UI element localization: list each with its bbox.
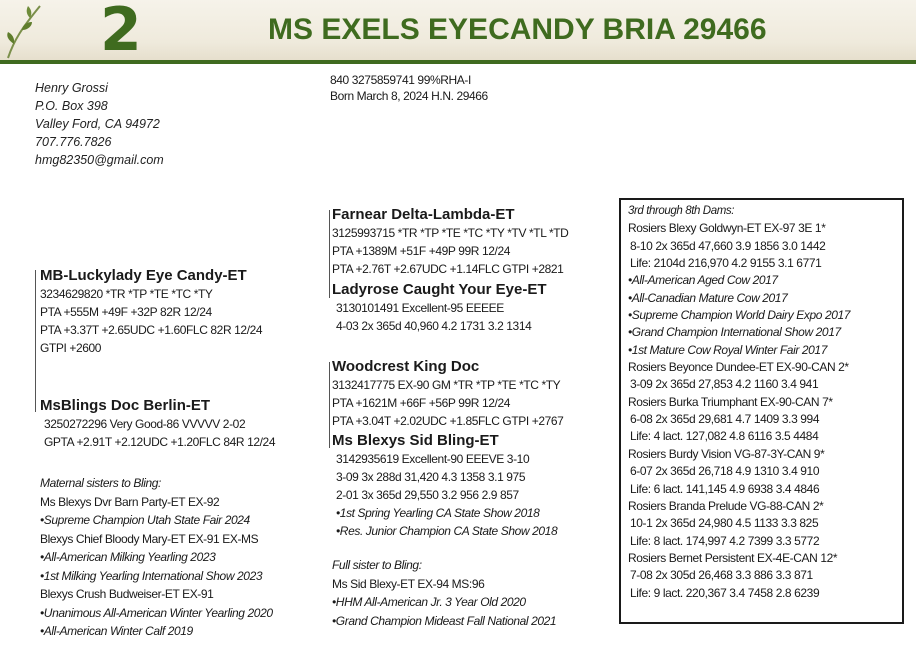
- list-item: Blexys Chief Bloody Mary-ET EX-91 EX-MS: [40, 531, 259, 546]
- list-item: Life: 2104d 216,970 4.2 9155 3.1 6771: [630, 256, 822, 271]
- list-item: Ms Blexys Dvr Barn Party-ET EX-92: [40, 494, 220, 509]
- list-item: Rosiers Branda Prelude VG-88-CAN 2*: [628, 498, 824, 513]
- sire-name: MB-Luckylady Eye Candy-ET: [40, 267, 247, 284]
- dam-of-dam-line: •1st Spring Yearling CA State Show 2018: [336, 506, 540, 520]
- list-item: 7-08 2x 305d 26,468 3.3 886 3.3 871: [630, 568, 813, 583]
- list-item: 8-10 2x 365d 47,660 3.9 1856 3.0 1442: [630, 238, 826, 253]
- dam-of-sire-line: 4-03 2x 365d 40,960 4.2 1731 3.2 1314: [336, 319, 532, 333]
- dam-of-sire-block: [332, 281, 547, 335]
- dam-of-dam-block: [332, 432, 557, 540]
- maternal-sisters-heading: Maternal sisters to Bling:: [40, 476, 161, 490]
- list-item: Rosiers Burka Triumphant EX-90-CAN 7*: [628, 394, 833, 409]
- list-item: Life: 8 lact. 174,997 4.2 7399 3.3 5772: [630, 533, 820, 548]
- dam-line: GPTA +2.91T +2.12UDC +1.20FLC 84R 12/24: [44, 435, 276, 449]
- list-item: •All-American Winter Calf 2019: [40, 624, 193, 638]
- birth-date: Born March 8, 2024 H.N. 29466: [330, 89, 488, 104]
- sire-line: PTA +555M +49F +32P 82R 12/24: [40, 305, 212, 319]
- owner-po-box: P.O. Box 398: [35, 99, 108, 113]
- list-item: Life: 4 lact. 127,082 4.8 6116 3.5 4484: [630, 429, 819, 444]
- dam-of-dam-line: 2-01 3x 365d 29,550 3.2 956 2.9 857: [336, 488, 519, 502]
- full-sister: [332, 556, 556, 630]
- list-item: Rosiers Blexy Goldwyn-ET EX-97 3E 1*: [628, 221, 826, 236]
- list-item: Blexys Crush Budweiser-ET EX-91: [40, 587, 214, 601]
- vine-decoration-icon: [0, 0, 60, 60]
- owner-email: hmg82350@gmail.com: [35, 153, 164, 167]
- registration-number: 840 3275859741 99%RHA-I: [330, 73, 471, 87]
- list-item: •Grand Champion International Show 2017: [628, 325, 841, 340]
- list-item: 6-08 2x 365d 29,681 4.7 1409 3.3 994: [630, 412, 820, 427]
- sire-of-sire-name: Farnear Delta-Lambda-ET: [332, 206, 515, 223]
- sire-of-sire-block: [332, 206, 568, 278]
- list-item: •1st Mature Cow Royal Winter Fair 2017: [628, 342, 827, 357]
- full-sister-heading: Full sister to Bling:: [332, 558, 422, 572]
- dams-box-content: [628, 203, 850, 602]
- list-item: Ms Sid Blexy-ET EX-94 MS:96: [332, 576, 485, 591]
- dam-of-dam-line: •Res. Junior Champion CA State Show 2018: [336, 524, 558, 538]
- sire-of-dam-line: PTA +1621M +66F +56P 99R 12/24: [332, 396, 511, 410]
- pedigree-line-left: [35, 270, 36, 412]
- dam-of-sire-name: Ladyrose Caught Your Eye-ET: [332, 281, 547, 298]
- sire-line: PTA +3.37T +2.65UDC +1.60FLC 82R 12/24: [40, 323, 263, 337]
- owner-city: Valley Ford, CA 94972: [35, 117, 160, 131]
- sire-of-sire-line: PTA +1389M +51F +49P 99R 12/24: [332, 244, 511, 258]
- dam-name: MsBlings Doc Berlin-ET: [40, 397, 211, 414]
- dam-line: 3250272296 Very Good-86 VVVVV 2-02: [44, 417, 246, 431]
- dam-of-sire-line: 3130101491 Excellent-95 EEEEE: [336, 301, 504, 315]
- sire-of-dam-line: 3132417775 EX-90 GM *TR *TP *TE *TC *TY: [332, 378, 561, 392]
- dam-block: [40, 397, 275, 451]
- list-item: 3-09 2x 365d 27,853 4.2 1160 3.4 941: [630, 377, 819, 392]
- dam-of-dam-name: Ms Blexys Sid Bling-ET: [332, 432, 499, 449]
- list-item: Rosiers Burdy Vision VG-87-3Y-CAN 9*: [628, 446, 825, 461]
- pedigree-line-dam: [329, 362, 330, 448]
- sire-of-sire-line: 3125993715 *TR *TP *TE *TC *TY *TV *TL *TD: [332, 226, 569, 240]
- list-item: •Supreme Champion World Dairy Expo 2017: [628, 308, 851, 323]
- sire-of-dam-name: Woodcrest King Doc: [332, 358, 480, 375]
- list-item: •1st Milking Yearling International Show 2023: [40, 568, 263, 583]
- registration-info: [330, 72, 488, 105]
- maternal-sisters: [40, 474, 273, 641]
- owner-phone: 707.776.7826: [35, 135, 112, 149]
- sire-line: GTPI +2600: [40, 341, 102, 355]
- list-item: 6-07 2x 365d 26,718 4.9 1310 3.4 910: [630, 464, 820, 479]
- list-item: 10-1 2x 365d 24,980 4.5 1133 3.3 825: [630, 516, 819, 531]
- list-item: Rosiers Beyonce Dundee-ET EX-90-CAN 2*: [628, 360, 849, 375]
- list-item: Life: 9 lact. 220,367 3.4 7458 2.8 6239: [630, 585, 820, 600]
- sire-of-sire-line: PTA +2.76T +2.67UDC +1.14FLC GTPI +2821: [332, 262, 564, 276]
- list-item: •All-American Aged Cow 2017: [628, 273, 778, 288]
- pedigree-line-sire: [329, 210, 330, 298]
- list-item: •Grand Champion Mideast Fall National 2021: [332, 613, 557, 628]
- list-item: •All-American Milking Yearling 2023: [40, 550, 216, 564]
- sire-of-dam-line: PTA +3.04T +2.02UDC +1.85FLC GTPI +2767: [332, 414, 564, 428]
- list-item: Life: 6 lact. 141,145 4.9 6938 3.4 4846: [630, 481, 820, 496]
- sire-of-dam-block: [332, 358, 563, 430]
- list-item: •All-Canadian Mature Cow 2017: [628, 290, 788, 305]
- list-item: •Unanimous All-American Winter Yearling 2020: [40, 605, 273, 620]
- sire-line: 3234629820 *TR *TP *TE *TC *TY: [40, 287, 213, 301]
- owner-address: [35, 79, 164, 169]
- sire-block: [40, 267, 262, 357]
- page-title: MS EXELS EYECANDY BRIA 29466: [268, 13, 767, 46]
- dams-box-heading: 3rd through 8th Dams:: [628, 205, 735, 217]
- lot-number: 2: [100, 0, 140, 65]
- owner-name: Henry Grossi: [35, 81, 108, 95]
- list-item: •HHM All-American Jr. 3 Year Old 2020: [332, 595, 526, 609]
- dam-of-dam-line: 3142935619 Excellent-90 EEEVE 3-10: [336, 452, 530, 466]
- list-item: •Supreme Champion Utah State Fair 2024: [40, 513, 250, 527]
- dam-of-dam-line: 3-09 3x 288d 31,420 4.3 1358 3.1 975: [336, 470, 526, 484]
- list-item: Rosiers Bernet Persistent EX-4E-CAN 12*: [628, 550, 838, 565]
